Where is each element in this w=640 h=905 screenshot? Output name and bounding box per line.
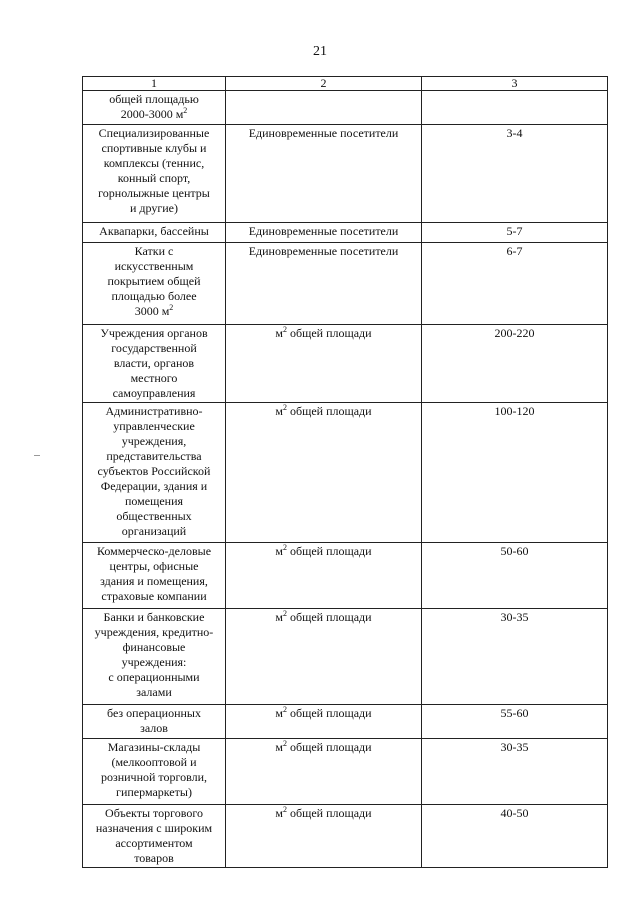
cell-object-name: [83, 325, 226, 403]
object-name-superscript: 2: [169, 303, 174, 312]
table-row: [83, 243, 608, 325]
unit-text: Единовременные посетители: [248, 126, 399, 140]
table-row: [83, 609, 608, 705]
unit-superscript: 2: [282, 609, 287, 618]
cell-value: 6-7: [422, 243, 608, 325]
cell-value: 50-60: [422, 543, 608, 609]
page-number: 21: [313, 44, 327, 59]
unit-text: общей площади: [286, 404, 372, 418]
table-row: [83, 125, 608, 223]
cell-object-name: [83, 739, 226, 805]
unit-text: общей площади: [286, 610, 372, 624]
unit-superscript: 2: [282, 403, 287, 412]
object-name-text: Учреждения органов государственной власти, органов местного самоуправления: [100, 326, 208, 400]
unit-text: общей площади: [286, 740, 372, 754]
cell-object-name: [83, 91, 226, 125]
cell-value: 30-35: [422, 609, 608, 705]
cell-unit: [226, 543, 422, 609]
header-col-1: 1: [83, 77, 226, 91]
unit-superscript: 2: [282, 805, 287, 814]
cell-value: 30-35: [422, 739, 608, 805]
unit-superscript: 2: [282, 543, 287, 552]
cell-unit: [226, 739, 422, 805]
unit-text: м: [275, 544, 283, 558]
unit-text: общей площади: [286, 806, 372, 820]
cell-value: 5-7: [422, 223, 608, 243]
unit-superscript: 2: [282, 739, 287, 748]
object-name-text: Коммерческо-деловые центры, офисные здания и помещения, страховые компании: [96, 544, 212, 603]
cell-value: 40-50: [422, 805, 608, 868]
cell-object-name: [83, 705, 226, 739]
unit-text: м: [275, 404, 283, 418]
table-body: [83, 91, 608, 868]
object-name-text: Аквапарки, бассейны: [99, 224, 209, 238]
cell-unit: [226, 805, 422, 868]
cell-object-name: [83, 223, 226, 243]
cell-object-name: [83, 805, 226, 868]
cell-unit: [226, 325, 422, 403]
cell-value: 3-4: [422, 125, 608, 223]
object-name-text: Объекты торгового назначения с широким ассортиментом товаров: [95, 806, 213, 865]
object-name-text: общей площадью 2000-3000 м: [109, 92, 199, 121]
object-name-text: Катки с искусственным покрытием общей площадью более 3000 м: [107, 244, 201, 318]
unit-text: Единовременные посетители: [248, 244, 399, 258]
table-row: [83, 705, 608, 739]
object-name-text: Магазины-склады (мелкооптовой и розничной торговли, гипермаркеты): [100, 740, 208, 799]
cell-unit: [226, 403, 422, 543]
table-row: [83, 403, 608, 543]
unit-superscript: 2: [282, 325, 287, 334]
table-row: [83, 325, 608, 403]
object-name-text: Специализированные спортивные клубы и комплексы (теннис, конный спорт, горнолыжные центры и другие): [98, 126, 210, 215]
margin-mark: [34, 455, 40, 456]
unit-text: м: [275, 806, 283, 820]
object-name-superscript: 2: [183, 106, 188, 115]
cell-unit: [226, 91, 422, 125]
unit-text: общей площади: [286, 326, 372, 340]
table-header-row: [83, 77, 608, 91]
unit-text: общей площади: [286, 544, 372, 558]
cell-object-name: [83, 403, 226, 543]
table-row: [83, 805, 608, 868]
object-name-text: без операционных залов: [107, 706, 201, 735]
header-col-3: 3: [422, 77, 608, 91]
cell-value: 100-120: [422, 403, 608, 543]
cell-unit: [226, 223, 422, 243]
cell-value: 200-220: [422, 325, 608, 403]
unit-text: м: [275, 740, 283, 754]
table-row: [83, 223, 608, 243]
table-row: [83, 739, 608, 805]
object-name-text: Банки и банковские учреждения, кредитно- финансовые учреждения: с операционными залами: [94, 610, 214, 699]
unit-superscript: 2: [282, 705, 287, 714]
cell-object-name: [83, 125, 226, 223]
cell-value: [422, 91, 608, 125]
table-row: [83, 91, 608, 125]
cell-value: 55-60: [422, 705, 608, 739]
cell-unit: [226, 243, 422, 325]
unit-text: м: [275, 610, 283, 624]
unit-text: м: [275, 326, 283, 340]
cell-object-name: [83, 243, 226, 325]
object-name-text: Административно- управленческие учреждения, представительства субъектов Российской Федерации, здания и помещения общественных организаций: [97, 404, 211, 538]
cell-object-name: [83, 609, 226, 705]
unit-text: Единовременные посетители: [248, 224, 399, 238]
cell-object-name: [83, 543, 226, 609]
table-row: [83, 543, 608, 609]
header-col-2: 2: [226, 77, 422, 91]
cell-unit: [226, 705, 422, 739]
cell-unit: [226, 125, 422, 223]
norms-table: [82, 76, 608, 868]
unit-text: общей площади: [286, 706, 372, 720]
cell-unit: [226, 609, 422, 705]
unit-text: м: [275, 706, 283, 720]
